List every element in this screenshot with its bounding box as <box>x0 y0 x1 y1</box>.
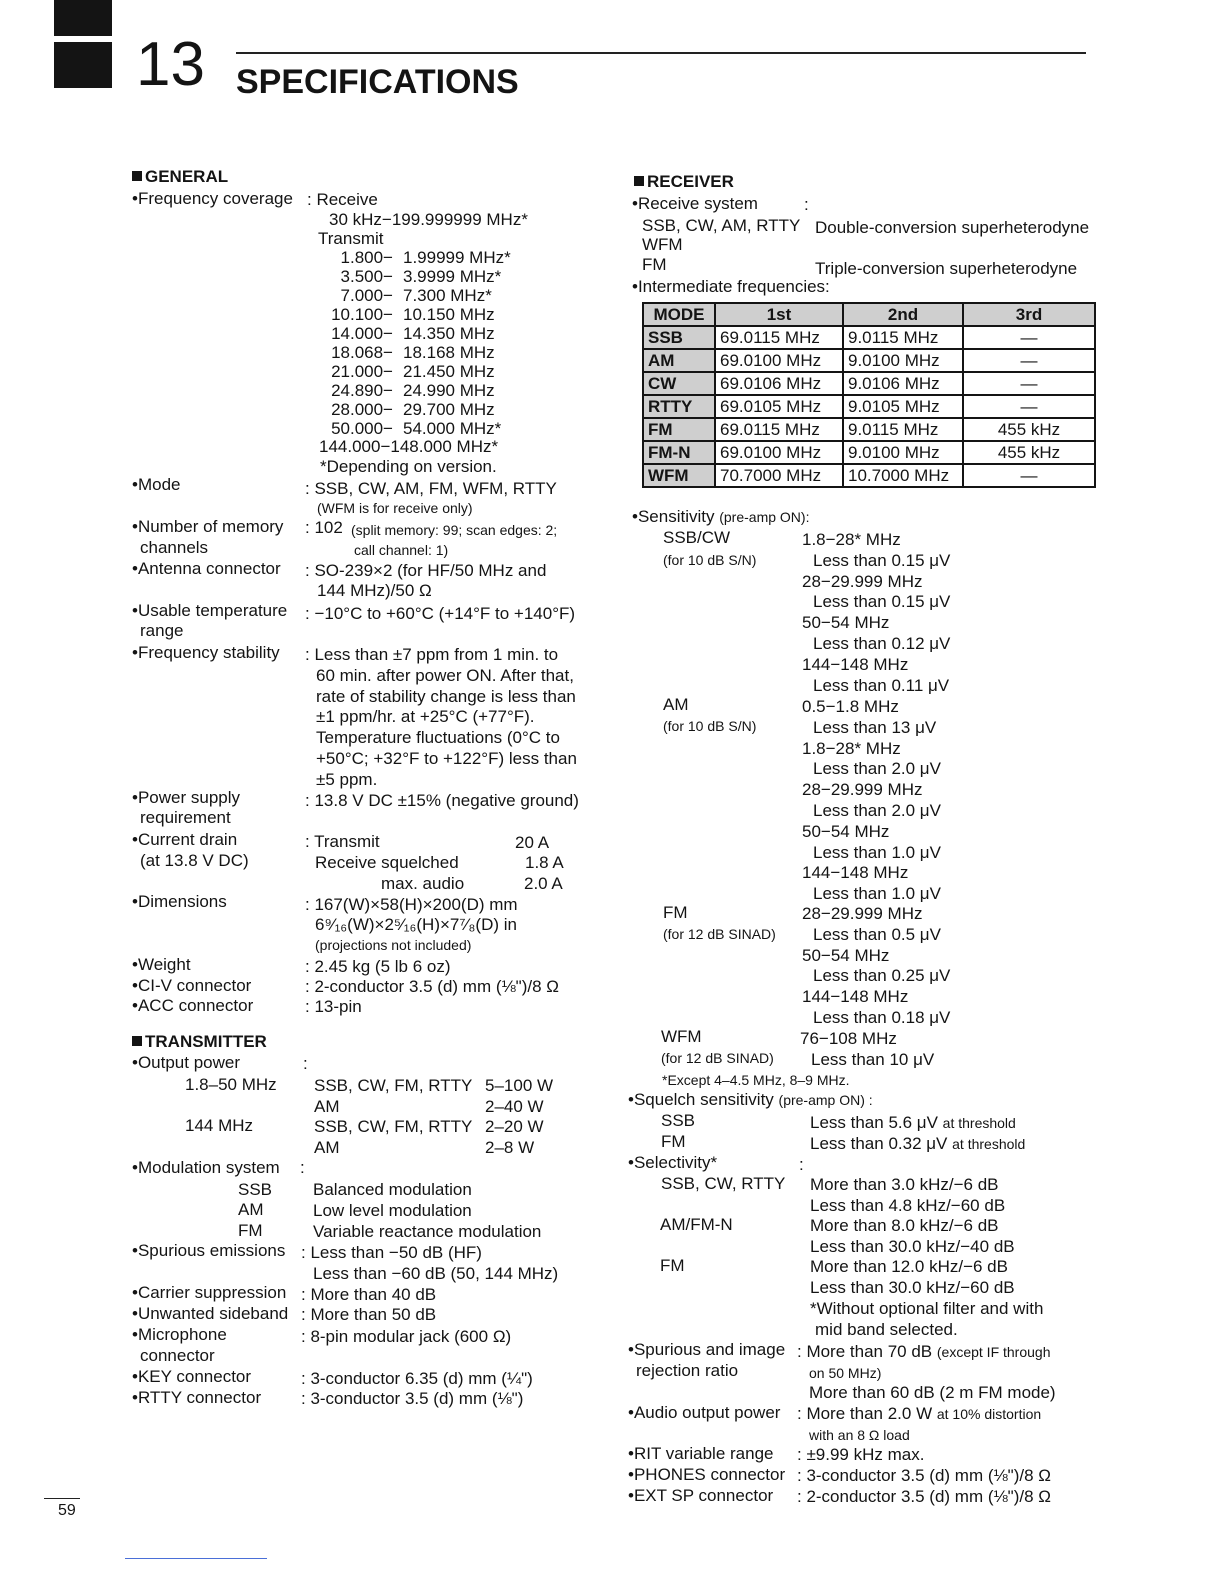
sensitivity-line: Less than 2.0 μV <box>813 759 941 779</box>
stability-line: : Less than ±7 ppm from 1 min. to <box>305 645 559 664</box>
if-cell-1st: 69.0105 MHz <box>715 395 843 418</box>
sq-ssb-val-text: Less than 5.6 μV <box>810 1113 938 1132</box>
chapter-title: SPECIFICATIONS <box>236 63 519 101</box>
if-col-3rd: 3rd <box>963 303 1095 326</box>
sensitivity-line: Less than 0.11 μV <box>813 675 950 695</box>
sensitivity-line: Less than 0.12 μV <box>813 634 951 653</box>
weight-label: •Weight <box>132 955 191 974</box>
rx-spurious-value-note: (except IF through <box>936 1344 1051 1360</box>
power-label-2: requirement <box>140 808 231 827</box>
band-row <box>325 362 495 381</box>
band-high: 29.700 MHz <box>403 400 495 419</box>
sq-fm-threshold: at threshold <box>952 1136 1026 1152</box>
output-hf-am-val: 2–40 W <box>485 1097 544 1116</box>
sel-ssb-2: Less than 4.8 kHz/−60 dB <box>810 1196 1006 1215</box>
mod-fm-val: Variable reactance modulation <box>313 1222 542 1241</box>
memory-label-2: channels <box>140 538 209 557</box>
memory-note: (split memory: 99; scan edges: 2; <box>351 522 558 538</box>
band-low: 28.000− <box>331 400 393 419</box>
sens-wfm-val: Less than 10 μV <box>811 1050 935 1069</box>
mode-note: (WFM is for receive only) <box>317 500 473 516</box>
squelch-label-text: •Squelch sensitivity <box>628 1090 774 1109</box>
rtty-value: : 3-conductor 3.5 (d) mm (⅛") <box>301 1389 524 1408</box>
sens-fm-note: (for 12 dB SINAD) <box>663 926 776 942</box>
sensitivity-line: Less than 0.25 μV <box>813 966 951 986</box>
page-number-rule <box>44 1498 80 1499</box>
sensitivity-label-text: •Sensitivity <box>632 507 715 526</box>
microphone-label-2: connector <box>140 1346 215 1365</box>
extsp-value: : 2-conductor 3.5 (d) mm (⅛")/8 Ω <box>797 1487 1051 1506</box>
output-v-am-val: 2–8 W <box>485 1138 535 1157</box>
memory-value: : 102 <box>305 518 343 537</box>
sel-note: *Without optional filter and with <box>810 1299 1044 1318</box>
squelch-label <box>628 1090 873 1110</box>
output-hf-am: AM <box>314 1097 340 1116</box>
band-row <box>325 381 495 400</box>
mode-label: •Mode <box>132 475 181 494</box>
modulation-label: •Modulation system <box>132 1158 280 1177</box>
stability-line: rate of stability change is less than <box>316 686 576 706</box>
audio-output-label: •Audio output power <box>628 1403 781 1422</box>
band-row <box>325 305 495 324</box>
chapter-number: 13 <box>136 30 205 99</box>
if-cell-3rd: 455 kHz <box>963 441 1095 464</box>
sensitivity-note: (pre-amp ON): <box>719 509 810 525</box>
if-cell-3rd: — <box>963 349 1095 372</box>
table-row <box>643 441 1095 464</box>
dimensions-label: •Dimensions <box>132 892 227 911</box>
weight-value: : 2.45 kg (5 lb 6 oz) <box>305 957 451 976</box>
if-cell-3rd: — <box>963 464 1095 487</box>
microphone-label: •Microphone <box>132 1325 227 1344</box>
modulation-colon: : <box>300 1158 305 1177</box>
audio-output-value <box>797 1404 1041 1424</box>
table-row <box>643 326 1095 349</box>
if-cell-1st: 70.7000 MHz <box>715 464 843 487</box>
sensitivity-line: 1.8−28* MHz <box>802 738 901 758</box>
if-col-1st: 1st <box>715 303 843 326</box>
if-cell-2nd: 9.0106 MHz <box>843 372 963 395</box>
current-rx-squelched-val: 1.8 A <box>525 853 564 872</box>
band-high: 14.350 MHz <box>403 324 495 343</box>
sens-ssb: SSB/CW <box>663 528 731 547</box>
current-max-audio: max. audio <box>381 874 465 893</box>
band-high: 3.9999 MHz* <box>403 267 502 286</box>
sens-ssb-note: (for 10 dB S/N) <box>663 552 757 568</box>
dimensions-value: : 167(W)×58(H)×200(D) mm <box>305 895 518 914</box>
if-col-mode: MODE <box>643 303 715 326</box>
sens-wfm: WFM <box>661 1027 702 1046</box>
receive-system-colon: : <box>804 195 809 214</box>
output-hf-ssb-val: 5–100 W <box>485 1076 554 1095</box>
band-row <box>325 343 495 362</box>
sq-fm-val-text: Less than 0.32 μV <box>810 1134 948 1153</box>
selectivity-label: •Selectivity* <box>628 1153 718 1172</box>
table-row <box>643 418 1095 441</box>
transmitter-heading-text: TRANSMITTER <box>145 1032 267 1051</box>
band-row <box>325 286 492 305</box>
table-row <box>643 349 1095 372</box>
rs-wfm: WFM <box>642 235 683 254</box>
rit-label: •RIT variable range <box>628 1444 774 1463</box>
antenna-label: •Antenna connector <box>132 559 281 578</box>
civ-label: •CI-V connector <box>132 976 252 995</box>
depending-note: *Depending on version. <box>320 457 497 476</box>
stability-line: +50°C; +32°F to +122°F) less than <box>316 749 577 768</box>
mod-ssb-val: Balanced modulation <box>313 1180 472 1199</box>
output-v-ssb-val: 2–20 W <box>485 1117 544 1136</box>
sel-note-2: mid band selected. <box>815 1320 958 1339</box>
if-cell-1st: 69.0100 MHz <box>715 441 843 464</box>
section-square-icon <box>132 171 142 181</box>
sel-ssb-1: More than 3.0 kHz/−6 dB <box>810 1175 999 1194</box>
header-rule <box>236 52 1086 54</box>
sel-fm-2: Less than 30.0 kHz/−60 dB <box>810 1278 1015 1297</box>
rtty-label: •RTTY connector <box>132 1388 262 1407</box>
output-v-am: AM <box>314 1138 340 1157</box>
carrier-label: •Carrier suppression <box>132 1283 287 1302</box>
if-cell-1st: 69.0106 MHz <box>715 372 843 395</box>
bottom-edge-line <box>125 1558 267 1559</box>
stability-line: ±1 ppm/hr. at +25°C (+77°F). <box>316 707 535 727</box>
sideband-label: •Unwanted sideband <box>132 1304 289 1323</box>
if-cell-1st: 69.0100 MHz <box>715 349 843 372</box>
current-label: •Current drain <box>132 830 238 849</box>
receiver-heading <box>634 172 734 192</box>
sensitivity-line: 28−29.999 MHz <box>802 780 923 800</box>
phones-label: •PHONES connector <box>628 1465 786 1484</box>
key-value: : 3-conductor 6.35 (d) mm (¼") <box>301 1369 533 1388</box>
sensitivity-line: Less than 1.0 μV <box>813 842 941 862</box>
audio-output-value-text: : More than 2.0 W <box>797 1404 933 1423</box>
sq-ssb: SSB <box>661 1111 696 1130</box>
current-rx-squelched: Receive squelched <box>315 853 459 872</box>
if-col-2nd: 2nd <box>843 303 963 326</box>
if-cell-2nd: 9.0100 MHz <box>843 349 963 372</box>
if-table-header <box>643 303 1095 326</box>
output-v-ssb: SSB, CW, FM, RTTY <box>314 1117 473 1136</box>
sensitivity-line: 50−54 MHz <box>802 945 890 965</box>
output-label: •Output power <box>132 1053 241 1072</box>
band-high: 1.99999 MHz* <box>403 248 511 267</box>
if-cell-mode: CW <box>643 372 715 395</box>
if-cell-mode: FM-N <box>643 441 715 464</box>
spurious-label: •Spurious emissions <box>132 1241 286 1260</box>
spurious-value: : Less than −50 dB (HF) <box>301 1243 482 1262</box>
sq-fm: FM <box>661 1132 686 1151</box>
section-square-icon <box>132 1036 142 1046</box>
selectivity-colon: : <box>799 1155 804 1174</box>
output-band-hf: 1.8–50 MHz <box>185 1075 277 1094</box>
if-cell-2nd: 9.0105 MHz <box>843 395 963 418</box>
memory-label: •Number of memory <box>132 517 284 536</box>
sensitivity-label <box>632 507 809 527</box>
spurious-value-2: Less than −60 dB (50, 144 MHz) <box>313 1264 559 1283</box>
memory-note-2: call channel: 1) <box>354 542 449 558</box>
chapter-tab-bottom <box>54 42 112 88</box>
if-cell-2nd: 9.0115 MHz <box>843 418 963 441</box>
sensitivity-line: Less than 2.0 μV <box>813 801 941 820</box>
sel-am-1: More than 8.0 kHz/−6 dB <box>810 1216 999 1235</box>
chapter-tab-top <box>54 0 112 36</box>
freq-transmit: Transmit <box>318 229 384 248</box>
sel-fm-1: More than 12.0 kHz/−6 dB <box>810 1257 1008 1276</box>
stability-line: ±5 ppm. <box>316 769 378 789</box>
if-cell-3rd: 455 kHz <box>963 418 1095 441</box>
freq-receive: : Receive <box>307 190 378 209</box>
sensitivity-line: Less than 0.15 μV <box>813 550 951 570</box>
freq-receive-range: 30 kHz−199.999999 MHz* <box>329 210 528 229</box>
sensitivity-line: 144−148 MHz <box>802 987 909 1007</box>
if-label: •Intermediate frequencies: <box>632 277 830 296</box>
dimensions-note: (projections not included) <box>315 937 472 953</box>
band-low: 24.890− <box>331 381 393 400</box>
if-cell-2nd: 10.7000 MHz <box>843 464 963 487</box>
sq-fm-val <box>810 1134 1025 1154</box>
microphone-value: : 8-pin modular jack (600 Ω) <box>301 1327 512 1346</box>
current-max-audio-val: 2.0 A <box>524 874 563 893</box>
band-high: 10.150 MHz <box>403 305 495 324</box>
mod-am-val: Low level modulation <box>313 1201 472 1220</box>
band-low: 10.100− <box>331 305 393 324</box>
sel-ssb: SSB, CW, RTTY <box>661 1174 786 1193</box>
receive-system-label: •Receive system <box>632 194 758 213</box>
sens-am: AM <box>663 695 689 714</box>
page-number: 59 <box>58 1502 76 1519</box>
rx-spurious-value-2: on 50 MHz) <box>809 1365 882 1381</box>
current-transmit: : Transmit <box>305 832 380 851</box>
sideband-value: : More than 50 dB <box>301 1305 437 1324</box>
key-label: •KEY connector <box>132 1367 252 1386</box>
band-row <box>325 324 495 343</box>
rs-fm-val: Triple-conversion superheterodyne <box>815 259 1078 278</box>
table-row <box>643 372 1095 395</box>
sensitivity-line: Less than 13 μV <box>813 717 937 737</box>
stability-line: 60 min. after power ON. After that, <box>316 665 574 685</box>
temp-value: : −10°C to +60°C (+14°F to +140°F) <box>305 604 576 623</box>
table-row <box>643 464 1095 487</box>
output-colon: : <box>303 1054 308 1073</box>
sensitivity-line: Less than 0.18 μV <box>813 1008 951 1027</box>
if-cell-mode: SSB <box>643 326 715 349</box>
power-label: •Power supply <box>132 788 241 807</box>
freq-label: •Frequency coverage <box>132 189 293 208</box>
stability-line: Temperature fluctuations (0°C to <box>316 728 560 748</box>
rs-fm: FM <box>642 255 667 274</box>
sens-wfm-note: (for 12 dB SINAD) <box>661 1050 774 1066</box>
sensitivity-line: 28−29.999 MHz <box>802 904 923 923</box>
sensitivity-line: 28−29.999 MHz <box>802 571 923 591</box>
power-value: : 13.8 V DC ±15% (negative ground) <box>305 791 579 810</box>
if-cell-2nd: 9.0115 MHz <box>843 326 963 349</box>
extsp-label: •EXT SP connector <box>628 1486 774 1505</box>
band-low: 18.068− <box>331 343 393 362</box>
sel-am-2: Less than 30.0 kHz/−40 dB <box>810 1237 1015 1256</box>
band-row <box>325 400 495 419</box>
if-cell-2nd: 9.0100 MHz <box>843 441 963 464</box>
sens-fm: FM <box>663 903 688 922</box>
sens-except: *Except 4–4.5 MHz, 8–9 MHz. <box>662 1072 850 1088</box>
band-row <box>325 267 501 286</box>
general-heading-text: GENERAL <box>145 167 229 186</box>
sensitivity-line: Less than 0.5 μV <box>813 924 941 944</box>
mod-am: AM <box>238 1200 264 1219</box>
if-cell-mode: RTTY <box>643 395 715 418</box>
sel-fm: FM <box>660 1256 685 1275</box>
rs-ssb: SSB, CW, AM, RTTY <box>642 216 801 235</box>
sensitivity-line: 0.5−1.8 MHz <box>802 697 899 716</box>
if-cell-mode: FM <box>643 418 715 441</box>
phones-value: : 3-conductor 3.5 (d) mm (⅛")/8 Ω <box>797 1466 1051 1485</box>
rx-spurious-label-2: rejection ratio <box>636 1361 739 1380</box>
mode-value: : SSB, CW, AM, FM, WFM, RTTY <box>305 479 557 498</box>
stability-label: •Frequency stability <box>132 643 280 662</box>
rx-spurious-value-3: More than 60 dB (2 m FM mode) <box>809 1383 1056 1402</box>
sensitivity-line: 50−54 MHz <box>802 821 890 841</box>
current-transmit-val: 20 A <box>515 833 550 852</box>
antenna-value-2: 144 MHz)/50 Ω <box>317 581 432 600</box>
rx-spurious-value <box>797 1342 1051 1362</box>
if-cell-1st: 69.0115 MHz <box>715 326 843 349</box>
rx-spurious-label: •Spurious and image <box>628 1340 786 1359</box>
band-row <box>325 419 501 438</box>
band-high: 7.300 MHz* <box>403 286 492 305</box>
sel-am: AM/FM-N <box>660 1215 733 1234</box>
temp-label: •Usable temperature <box>132 601 288 620</box>
audio-output-note-2: with an 8 Ω load <box>809 1427 910 1443</box>
general-heading <box>132 167 228 187</box>
sensitivity-line: 144−148 MHz <box>802 654 909 674</box>
rx-spurious-value-text: : More than 70 dB <box>797 1342 933 1361</box>
section-square-icon <box>634 176 644 186</box>
mod-ssb: SSB <box>238 1180 273 1199</box>
if-table <box>642 302 1096 488</box>
sensitivity-line: 144−148 MHz <box>802 863 909 883</box>
civ-value: : 2-conductor 3.5 (d) mm (⅛")/8 Ω <box>305 977 559 996</box>
audio-output-note: at 10% distortion <box>936 1406 1042 1422</box>
temp-label-2: range <box>140 621 184 640</box>
acc-label: •ACC connector <box>132 996 254 1015</box>
band-row <box>325 248 511 267</box>
sensitivity-line: 50−54 MHz <box>802 613 890 633</box>
band-144: 144.000−148.000 MHz* <box>319 437 499 456</box>
sens-wfm-range: 76−108 MHz <box>800 1029 897 1048</box>
sensitivity-line: Less than 0.15 μV <box>813 592 951 612</box>
band-low: 3.500− <box>340 267 393 286</box>
output-hf-ssb: SSB, CW, FM, RTTY <box>314 1076 473 1095</box>
table-row <box>643 395 1095 418</box>
carrier-value: : More than 40 dB <box>301 1285 437 1304</box>
output-band-144: 144 MHz <box>185 1116 254 1135</box>
sq-ssb-threshold: at threshold <box>942 1115 1016 1131</box>
sensitivity-line: 1.8−28* MHz <box>802 530 901 549</box>
band-low: 50.000− <box>331 419 393 438</box>
band-high: 21.450 MHz <box>403 362 495 381</box>
dimensions-value-2: 6⁹⁄₁₆(W)×2⁵⁄₁₆(H)×7⁷⁄₈(D) in <box>315 915 517 934</box>
band-low: 14.000− <box>331 324 393 343</box>
if-cell-3rd: — <box>963 395 1095 418</box>
band-high: 18.168 MHz <box>403 343 495 362</box>
if-cell-3rd: — <box>963 326 1095 349</box>
rit-value: : ±9.99 kHz max. <box>797 1445 925 1464</box>
band-low: 1.800− <box>340 248 393 267</box>
squelch-note: (pre-amp ON) : <box>778 1092 873 1108</box>
receiver-heading-text: RECEIVER <box>647 172 734 191</box>
rs-ssb-val: Double-conversion superheterodyne <box>815 218 1090 237</box>
band-low: 21.000− <box>331 362 393 381</box>
band-high: 54.000 MHz* <box>403 419 502 438</box>
band-high: 24.990 MHz <box>403 381 495 400</box>
mod-fm: FM <box>238 1221 263 1240</box>
acc-value: : 13-pin <box>305 997 362 1016</box>
if-cell-1st: 69.0115 MHz <box>715 418 843 441</box>
if-cell-3rd: — <box>963 372 1095 395</box>
antenna-value: : SO-239×2 (for HF/50 MHz and <box>305 561 547 580</box>
sens-am-note: (for 10 dB S/N) <box>663 718 757 734</box>
band-low: 7.000− <box>340 286 393 305</box>
if-cell-mode: WFM <box>643 464 715 487</box>
current-label-2: (at 13.8 V DC) <box>140 851 249 870</box>
sq-ssb-val <box>810 1113 1016 1133</box>
transmitter-heading <box>132 1032 267 1052</box>
sensitivity-line: Less than 1.0 μV <box>813 884 941 904</box>
if-cell-mode: AM <box>643 349 715 372</box>
